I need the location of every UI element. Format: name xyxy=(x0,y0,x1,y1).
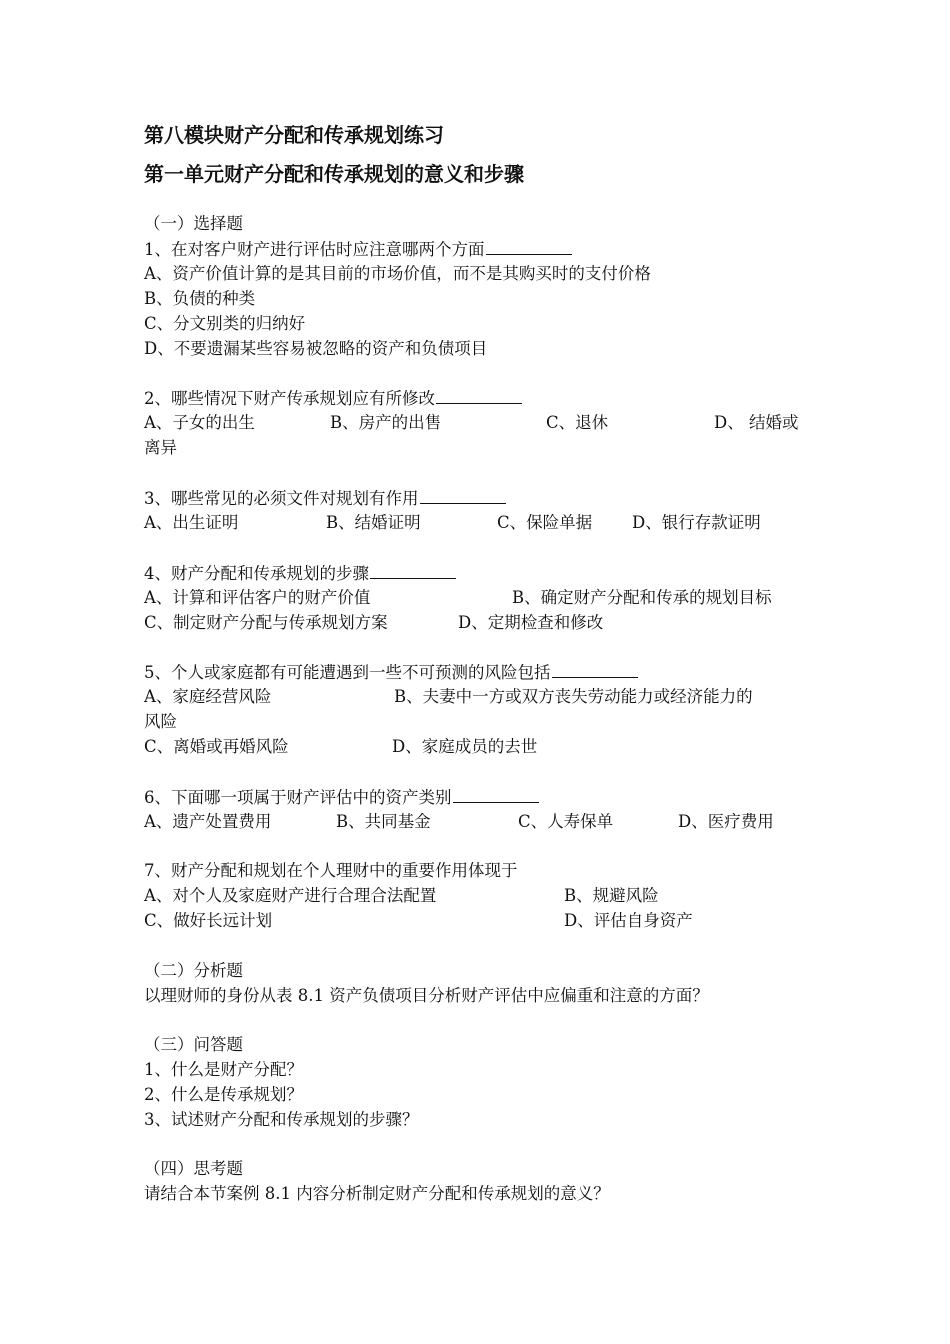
question-text: 2、哪些情况下财产传承规划应有所修改 xyxy=(144,389,435,408)
option-d: D、评估自身资产 xyxy=(564,911,693,930)
option-d: D、定期检查和修改 xyxy=(458,613,604,632)
question-3-stem xyxy=(144,486,506,511)
qa-question-3: 3、试述财产分配和传承规划的步骤？ xyxy=(144,1110,419,1129)
option-d: D、银行存款证明 xyxy=(632,513,761,532)
question-5-stem xyxy=(144,660,638,685)
question-1-option-c: C、分文别类的归纳好 xyxy=(144,314,306,333)
option-d: D、医疗费用 xyxy=(678,812,774,831)
option-a: A、出生证明 xyxy=(144,513,239,532)
question-2-options xyxy=(144,411,814,435)
section-heading-analysis: （二）分析题 xyxy=(144,961,243,980)
option-d: D、 结婚或 xyxy=(714,413,799,432)
option-a: A、家庭经营风险 xyxy=(144,687,272,706)
option-d: D、家庭成员的去世 xyxy=(392,737,538,756)
option-b: B、共同基金 xyxy=(336,812,431,831)
question-4-options-row1 xyxy=(144,586,814,610)
option-c: C、制定财产分配与传承规划方案 xyxy=(144,613,388,632)
reflection-question: 请结合本节案例 8.1 内容分析制定财产分配和传承规划的意义？ xyxy=(144,1184,610,1203)
question-7-stem: 7、财产分配和规划在个人理财中的重要作用体现于 xyxy=(144,861,518,880)
answer-blank xyxy=(436,386,522,404)
question-4-options-row2 xyxy=(144,611,814,635)
answer-blank xyxy=(486,237,572,255)
qa-question-1: 1、什么是财产分配？ xyxy=(144,1060,303,1079)
question-6-options xyxy=(144,810,814,834)
answer-blank xyxy=(552,660,638,678)
question-7-options-row1 xyxy=(144,884,814,908)
question-1-option-a: A、资产价值计算的是其目前的市场价值，而不是其购买时的支付价格 xyxy=(144,264,651,283)
page-subtitle: 第一单元财产分配和传承规划的意义和步骤 xyxy=(144,162,524,186)
question-2-stem xyxy=(144,386,522,411)
question-1-option-b: B、负债的种类 xyxy=(144,289,256,308)
question-7-options-row2 xyxy=(144,909,814,933)
option-c: C、离婚或再婚风险 xyxy=(144,737,289,756)
option-a: A、对个人及家庭财产进行合理合法配置 xyxy=(144,886,437,905)
question-6-stem xyxy=(144,785,539,810)
answer-blank xyxy=(420,486,506,504)
option-c: C、人寿保单 xyxy=(518,812,614,831)
option-c: C、退休 xyxy=(546,413,609,432)
option-a: A、遗产处置费用 xyxy=(144,812,272,831)
section-heading-qa: （三）问答题 xyxy=(144,1035,243,1054)
analysis-question: 以理财师的身份从表 8.1 资产负债项目分析财产评估中应偏重和注意的方面？ xyxy=(144,986,709,1005)
qa-question-2: 2、什么是传承规划？ xyxy=(144,1085,303,1104)
question-text: 3、哪些常见的必须文件对规划有作用 xyxy=(144,489,419,508)
option-b: B、夫妻中一方或双方丧失劳动能力或经济能力的 xyxy=(394,687,753,706)
question-text: 6、下面哪一项属于财产评估中的资产类别 xyxy=(144,788,452,807)
option-a: A、计算和评估客户的财产价值 xyxy=(144,588,371,607)
option-b: B、结婚证明 xyxy=(326,513,421,532)
question-text: 4、财产分配和传承规划的步骤 xyxy=(144,564,369,583)
question-2-option-d-continued: 离异 xyxy=(144,438,177,457)
question-1-option-d: D、不要遗漏某些容易被忽略的资产和负债项目 xyxy=(144,339,488,358)
question-3-options xyxy=(144,511,814,535)
page-title: 第八模块财产分配和传承规划练习 xyxy=(144,123,444,147)
answer-blank xyxy=(453,785,539,803)
option-b: B、确定财产分配和传承的规划目标 xyxy=(512,588,772,607)
option-b: B、房产的出售 xyxy=(330,413,442,432)
question-text: 1、在对客户财产进行评估时应注意哪两个方面 xyxy=(144,240,485,259)
option-b: B、规避风险 xyxy=(564,886,659,905)
question-5-options-row2 xyxy=(144,735,814,759)
question-5-option-b-continued: 风险 xyxy=(144,712,177,731)
question-4-stem xyxy=(144,561,456,586)
question-text: 5、个人或家庭都有可能遭遇到一些不可预测的风险包括 xyxy=(144,663,551,682)
question-1-stem xyxy=(144,237,572,262)
section-heading-choice: （一）选择题 xyxy=(144,214,243,233)
option-a: A、子女的出生 xyxy=(144,413,255,432)
option-c: C、做好长远计划 xyxy=(144,911,273,930)
option-c: C、保险单据 xyxy=(497,513,593,532)
question-5-options-row1 xyxy=(144,685,814,709)
section-heading-reflection: （四）思考题 xyxy=(144,1159,243,1178)
answer-blank xyxy=(370,561,456,579)
